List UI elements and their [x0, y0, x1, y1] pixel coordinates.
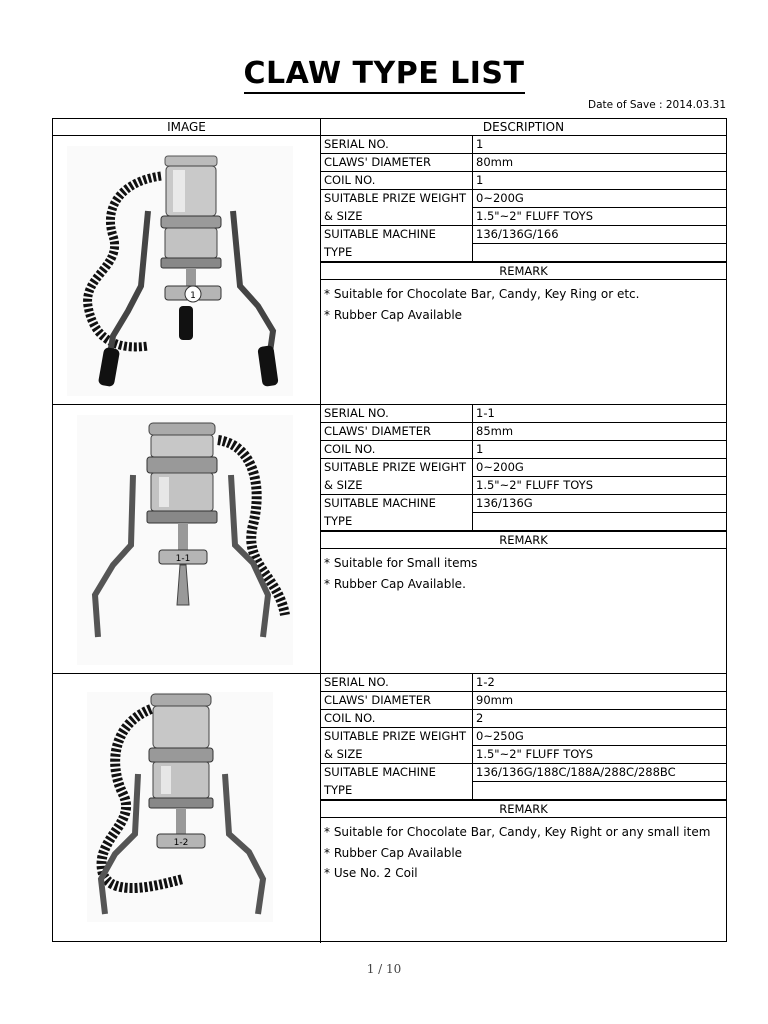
remark-line: * Rubber Cap Available	[324, 307, 463, 322]
claw-entry	[53, 405, 726, 674]
row-diameter: CLAWS' DIAMETER 90mm	[321, 692, 726, 710]
remark-line: * Suitable for Chocolate Bar, Candy, Key Ring or etc.	[324, 287, 640, 301]
remark-line	[324, 594, 726, 615]
claw-entry	[53, 674, 726, 943]
row-coil: COIL NO. 2	[321, 710, 726, 728]
claw-entry	[53, 136, 726, 405]
claw-description	[321, 405, 726, 673]
remark-line: * Rubber Cap Available	[324, 845, 463, 860]
page-title: CLAW TYPE LIST	[0, 56, 768, 91]
claw-description	[321, 136, 726, 404]
remark-list	[321, 549, 726, 615]
row-machine: SUITABLE MACHINE 136/136G/188C/188A/288C/288BC	[321, 764, 726, 782]
row-serial: SERIAL NO. 1	[321, 136, 726, 154]
claw-photo-cell	[53, 136, 321, 404]
claw-photo-2	[53, 405, 321, 673]
claw-table	[52, 118, 727, 942]
date-of-save: Date of Save : 2014.03.31	[588, 99, 726, 111]
remark-header: REMARK	[321, 262, 726, 280]
page-number: 1 / 10	[366, 962, 402, 976]
row-size: & SIZE 1.5"~2" FLUFF TOYS	[321, 208, 726, 226]
claw-tag: 1-1	[175, 554, 191, 564]
row-weight: SUITABLE PRIZE WEIGHT 0~200G	[321, 459, 726, 477]
row-serial: SERIAL NO. 1-2	[321, 674, 726, 692]
remark-list	[321, 818, 726, 884]
claw-description	[321, 674, 726, 943]
row-diameter: CLAWS' DIAMETER 80mm	[321, 154, 726, 172]
row-machine: SUITABLE MACHINE 136/136G/166	[321, 226, 726, 244]
row-machine-type: TYPE	[321, 244, 726, 262]
remark-list	[321, 280, 726, 346]
row-machine-type: TYPE	[321, 782, 726, 800]
remark-header: REMARK	[321, 531, 726, 549]
remark-line: * Suitable for Chocolate Bar, Candy, Key Right or any small item	[324, 825, 711, 839]
row-machine-type: TYPE	[321, 513, 726, 531]
row-size: & SIZE 1.5"~2" FLUFF TOYS	[321, 477, 726, 495]
remark-line: * Suitable for Small items	[324, 556, 478, 570]
claw-tag: 1	[190, 291, 196, 301]
remark-line	[324, 325, 726, 346]
claw-tag: 1-2	[173, 838, 189, 848]
header-image: IMAGE	[53, 119, 321, 136]
claw-photo-cell	[53, 405, 321, 673]
row-machine: SUITABLE MACHINE 136/136G	[321, 495, 726, 513]
claw-photo-cell	[53, 674, 321, 943]
remark-line: * Rubber Cap Available.	[324, 576, 466, 591]
header-description: DESCRIPTION	[321, 119, 726, 136]
row-weight: SUITABLE PRIZE WEIGHT 0~250G	[321, 728, 726, 746]
claw-photo-1	[53, 136, 321, 404]
row-size: & SIZE 1.5"~2" FLUFF TOYS	[321, 746, 726, 764]
row-diameter: CLAWS' DIAMETER 85mm	[321, 423, 726, 441]
row-coil: COIL NO. 1	[321, 441, 726, 459]
claw-photo-3	[53, 674, 321, 942]
row-serial: SERIAL NO. 1-1	[321, 405, 726, 423]
row-weight: SUITABLE PRIZE WEIGHT 0~200G	[321, 190, 726, 208]
remark-line: * Use No. 2 Coil	[324, 866, 418, 880]
remark-header: REMARK	[321, 800, 726, 818]
row-coil: COIL NO. 1	[321, 172, 726, 190]
